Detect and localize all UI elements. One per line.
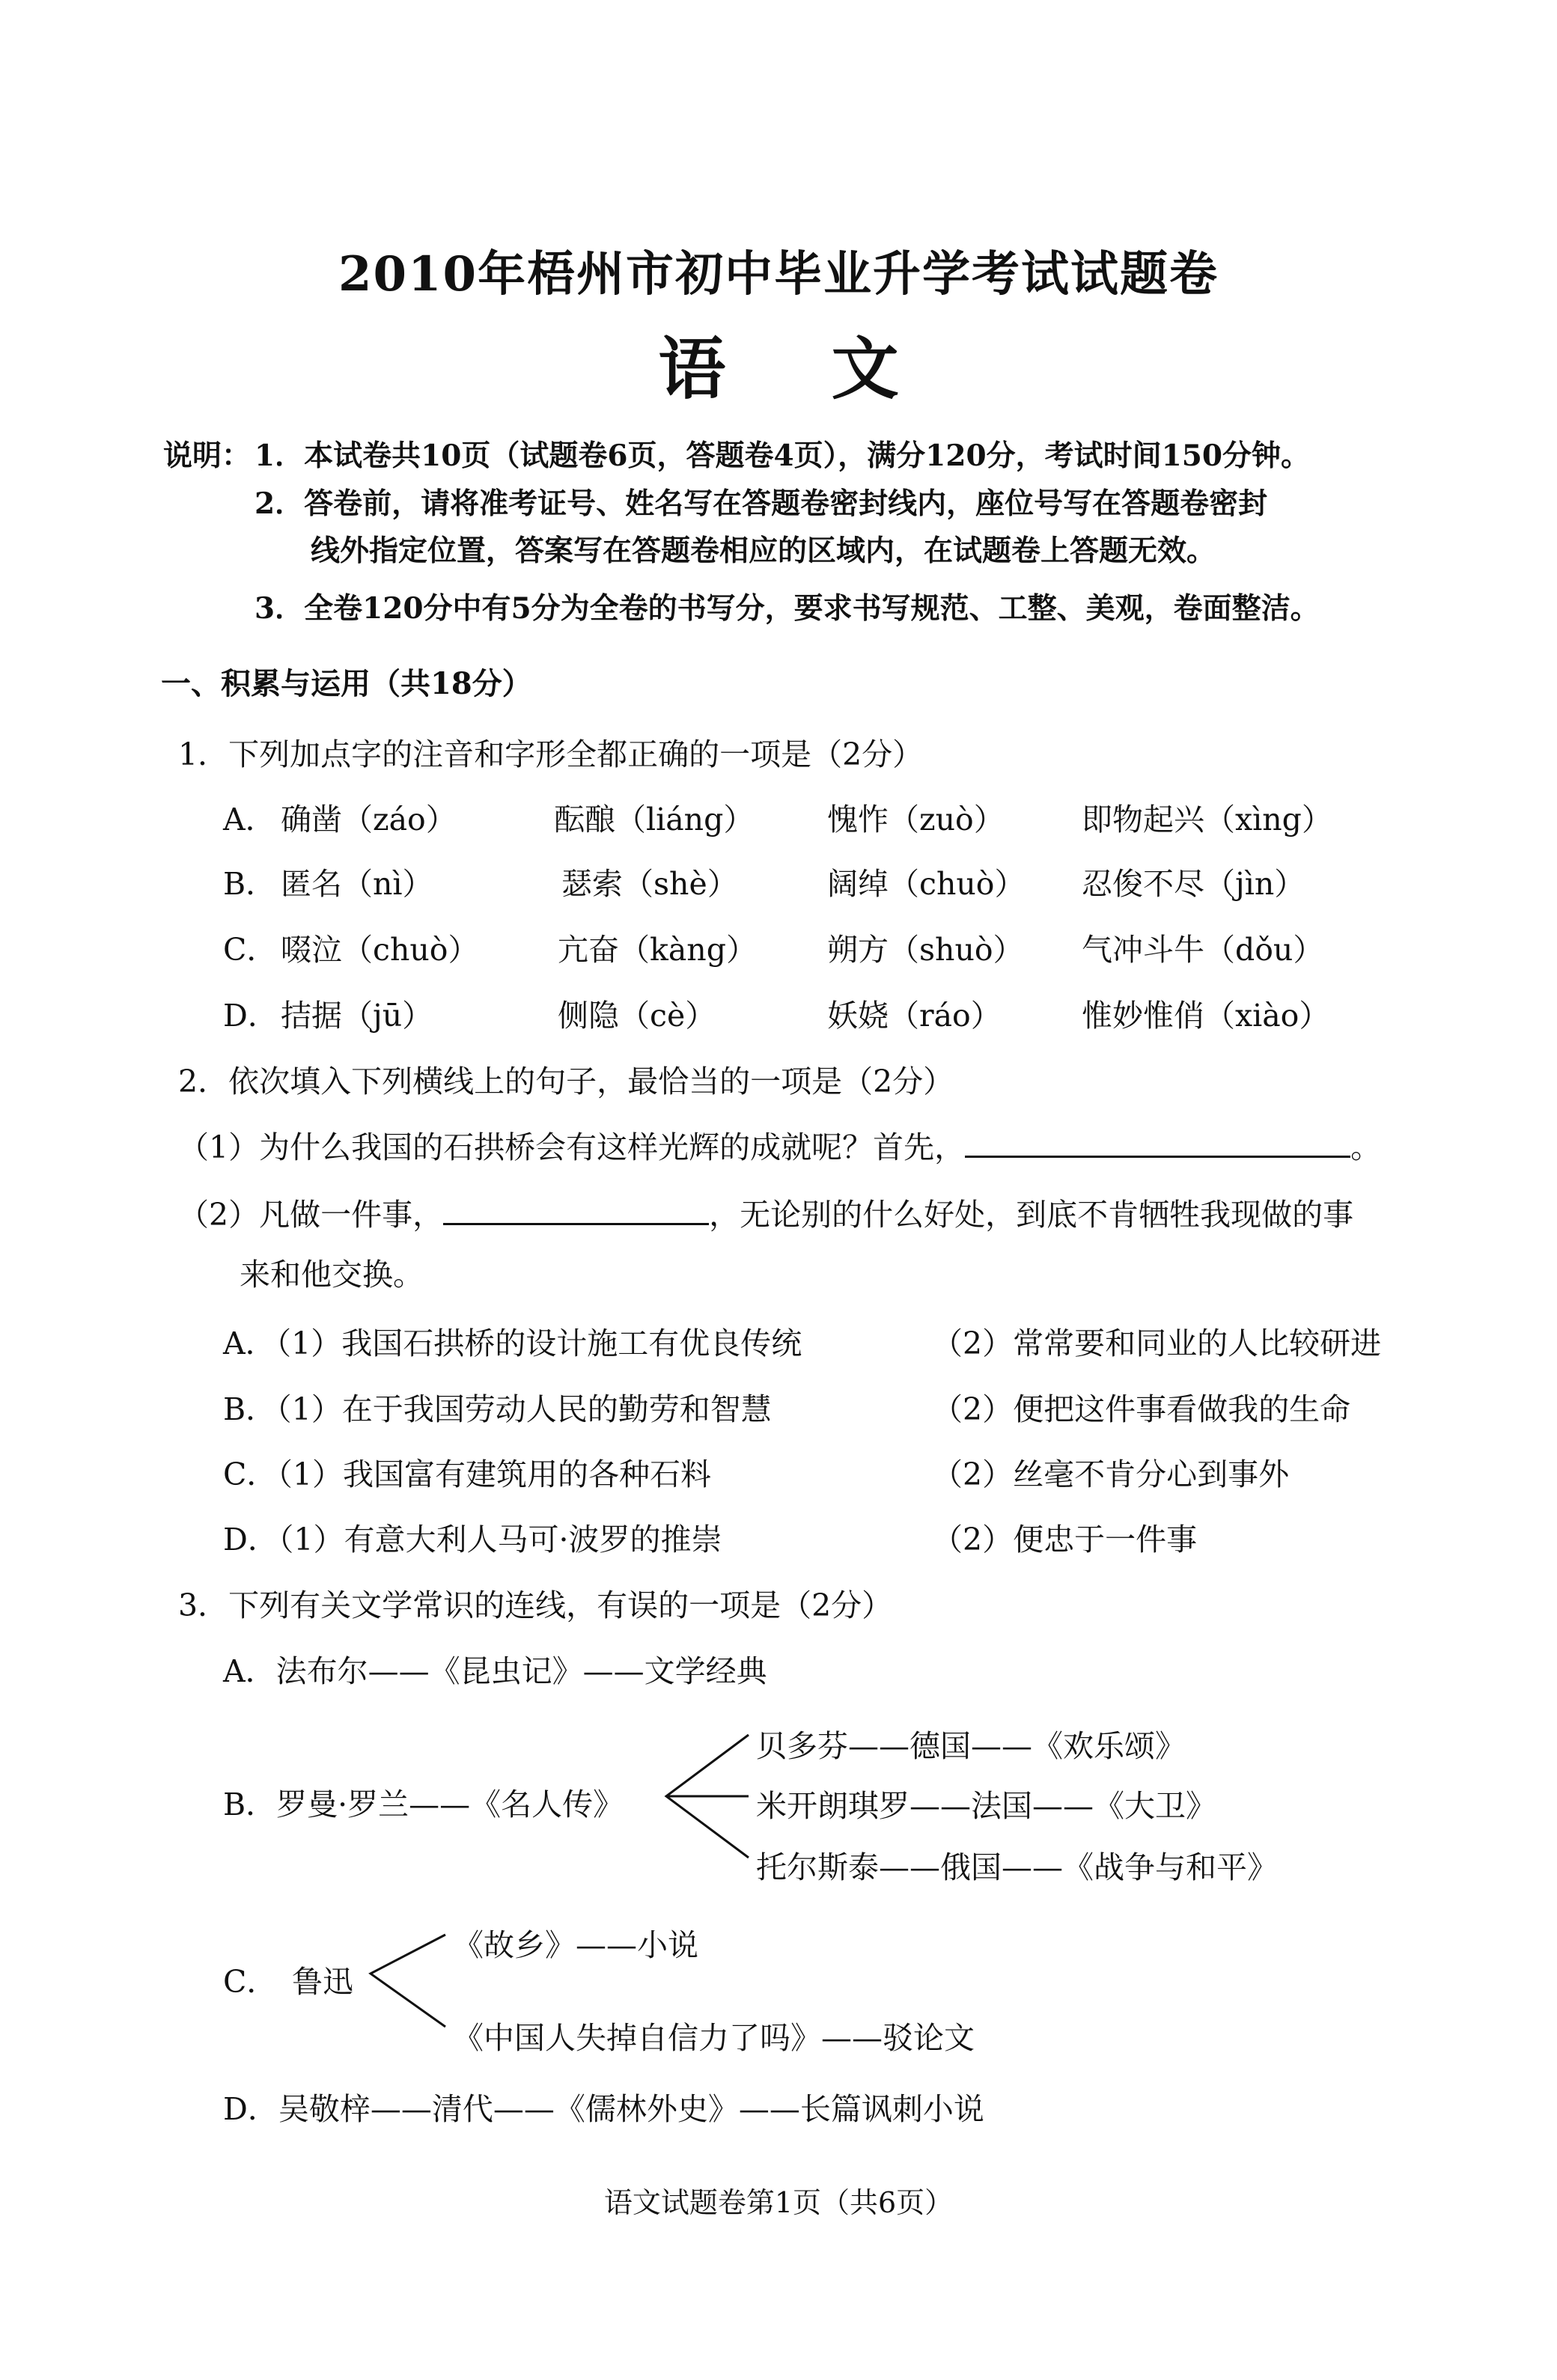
q2-option: A．（1）我国石拱桥的设计施工有优良传统	[223, 1325, 802, 1361]
q1-item: 愧怍（zuò）	[827, 802, 1005, 837]
q1-item: 妖娆（ráo）	[827, 998, 1002, 1034]
q2-option: D．（1）有意大利人马可·波罗的推崇	[223, 1522, 722, 1557]
section-title: 一、积累与运用（共18分）	[161, 666, 532, 701]
q1-item: 匿名（nì）	[281, 866, 433, 902]
q1-option-label: A．	[223, 802, 276, 837]
question-2-stem: 2．依次填入下列横线上的句子，最恰当的一项是（2分）	[178, 1064, 954, 1099]
q3-option-c-label: C．	[223, 1964, 278, 2000]
q1-item: 酝酿（liáng）	[554, 802, 755, 837]
q3-b-item: 米开朗琪罗——法国——《大卫》	[756, 1788, 1216, 1824]
q2-option: （2）常常要和同业的人比较研进	[932, 1325, 1382, 1361]
question-1-stem: 1．下列加点字的注音和字形全都正确的一项是（2分）	[178, 736, 924, 772]
q1-option-label: B．	[223, 866, 277, 902]
q3-c-item: 《中国人失掉自信力了吗》——驳论文	[453, 2020, 975, 2056]
exam-title: 2010年梧州市初中毕业升学考试试题卷	[338, 246, 1219, 302]
subject-title: 语 文	[658, 329, 899, 409]
q1-option-label: D．	[223, 998, 278, 1034]
page-footer: 语文试题卷第1页（共6页）	[603, 2186, 954, 2219]
q1-item: 阔绰（chuò）	[827, 866, 1026, 902]
instructions-label: 说明：	[163, 439, 252, 473]
q1-item: 即物起兴（xìng）	[1082, 802, 1332, 837]
q1-item: 侧隐（cè）	[558, 998, 716, 1034]
q3-option-b-label: B．罗曼·罗兰——《名人传》	[223, 1786, 624, 1822]
q1-item: 亢奋（kàng）	[558, 932, 757, 968]
q2-s1-end: 。	[1350, 1129, 1382, 1165]
q2-option: （2）丝毫不肯分心到事外	[932, 1456, 1290, 1492]
q2-option: （2）便把这件事看做我的生命	[932, 1391, 1351, 1427]
q2-s2-rest: ，无论别的什么好处，到底不肯牺牲我现做的事	[709, 1197, 1354, 1233]
q2-option: （2）便忠于一件事	[932, 1522, 1198, 1557]
q1-item: 瑟索（shè）	[561, 866, 738, 902]
question-3-stem: 3．下列有关文学常识的连线，有误的一项是（2分）	[178, 1587, 893, 1623]
q1-item: 忍俊不尽（jìn）	[1082, 866, 1305, 902]
q1-option-label: C．	[223, 932, 278, 968]
q3-c-item: 《故乡》——小说	[453, 1927, 698, 1963]
instruction-2-cont: 线外指定位置，答案写在答题卷相应的区域内，在试题卷上答题无效。	[311, 534, 1216, 568]
q2-option: B．（1）在于我国劳动人民的勤劳和智慧	[223, 1391, 772, 1427]
q2-s2-text: （2）凡做一件事，	[178, 1197, 444, 1233]
q1-item: 朔方（shuò）	[827, 932, 1024, 968]
q3-option-a: A．法布尔——《昆虫记》——文学经典	[223, 1653, 767, 1689]
q2-s1-text: （1）为什么我国的石拱桥会有这样光辉的成就呢？首先，	[178, 1129, 966, 1165]
instruction-1: 1．本试卷共10页（试题卷6页，答题卷4页），满分120分，考试时间150分钟。	[255, 439, 1310, 473]
q2-option: C．（1）我国富有建筑用的各种石料	[223, 1456, 711, 1492]
q2-sentence-2-cont: 来和他交换。	[240, 1257, 424, 1293]
q1-item: 啜泣（chuò）	[281, 932, 479, 968]
q3-b-item: 托尔斯泰——俄国——《战争与和平》	[756, 1849, 1278, 1885]
q1-item: 拮据（jū）	[281, 998, 433, 1034]
q3-option-d: D．吴敬梓——清代——《儒林外史》——长篇讽刺小说	[223, 2091, 984, 2127]
q1-item: 惟妙惟俏（xiào）	[1082, 998, 1330, 1034]
q3-c-branch-lines	[371, 1935, 445, 2027]
q1-item: 确凿（záo）	[281, 802, 457, 837]
q1-item: 气冲斗牛（dǒu）	[1082, 932, 1324, 968]
instruction-2: 2．答卷前，请将准考证号、姓名写在答题卷密封线内，座位号写在答题卷密封	[255, 486, 1268, 521]
instruction-3: 3．全卷120分中有5分为全卷的书写分，要求书写规范、工整、美观，卷面整洁。	[255, 591, 1320, 626]
q3-c-author: 鲁迅	[292, 1964, 353, 2000]
q3-b-item: 贝多芬——德国——《欢乐颂》	[756, 1728, 1186, 1764]
